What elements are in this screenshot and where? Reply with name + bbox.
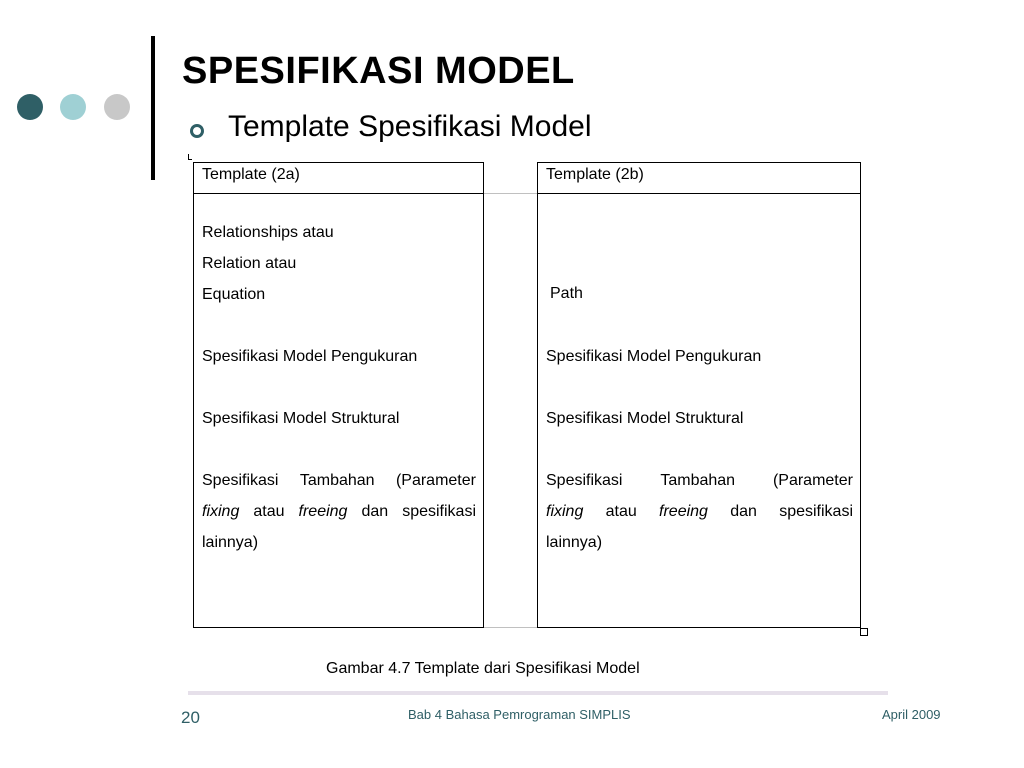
bullet-circle-icon (190, 124, 204, 138)
word: fixing (202, 503, 240, 520)
word: Spesifikasi (546, 472, 623, 489)
word: (Parameter (395, 472, 476, 489)
gap-bottom-line (484, 627, 537, 628)
template-2a-equation: Equation (202, 286, 266, 303)
figure-corner-mark (188, 154, 192, 160)
word: (Parameter (772, 472, 853, 489)
word: fixing (546, 503, 584, 520)
word: Tambahan (660, 472, 736, 489)
template-2a-structural: Spesifikasi Model Struktural (202, 410, 400, 427)
word: freeing (298, 503, 348, 520)
template-2a-extra-line3: lainnya) (202, 534, 259, 551)
word: Tambahan (299, 472, 375, 489)
template-2b-header: Template (2b) (538, 163, 860, 194)
template-2b-extra-line1 (546, 472, 853, 490)
word: atau (605, 503, 637, 520)
template-2b-path: Path (550, 285, 583, 302)
template-2b-box (537, 162, 861, 628)
figure-resize-handle (860, 628, 868, 636)
template-2a-header: Template (2a) (194, 163, 483, 194)
word: dan (730, 503, 757, 520)
template-2a-extra-line2 (202, 503, 476, 521)
decorative-dot-dark (17, 94, 43, 120)
figure-caption: Gambar 4.7 Template dari Spesifikasi Model (326, 660, 640, 677)
template-2a-measurement: Spesifikasi Model Pengukuran (202, 348, 418, 365)
template-2b-extra-line3: lainnya) (546, 534, 603, 551)
template-2a-extra-line1 (202, 472, 476, 490)
word: Spesifikasi (202, 472, 279, 489)
word: atau (253, 503, 285, 520)
decorative-dot-gray (104, 94, 130, 120)
decorative-dot-teal (60, 94, 86, 120)
gap-top-line (484, 193, 537, 194)
footer-chapter-title: Bab 4 Bahasa Pemrograman SIMPLIS (408, 707, 631, 722)
template-2a-relation: Relation atau (202, 255, 297, 272)
slide-title: SPESIFIKASI MODEL (182, 50, 575, 92)
word: freeing (659, 503, 708, 520)
bullet-text: Template Spesifikasi Model (228, 110, 592, 143)
title-divider-bar (151, 36, 155, 180)
word: spesifikasi (402, 503, 476, 520)
word: dan (361, 503, 389, 520)
template-2a-relationships: Relationships atau (202, 224, 334, 241)
template-2b-measurement: Spesifikasi Model Pengukuran (546, 348, 762, 365)
word: spesifikasi (779, 503, 853, 520)
footer-date: April 2009 (882, 707, 941, 722)
template-2b-extra-line2 (546, 503, 853, 521)
template-2b-structural: Spesifikasi Model Struktural (546, 410, 744, 427)
template-2a-box (193, 162, 484, 628)
footer-divider (188, 691, 888, 695)
page-number: 20 (181, 708, 200, 727)
